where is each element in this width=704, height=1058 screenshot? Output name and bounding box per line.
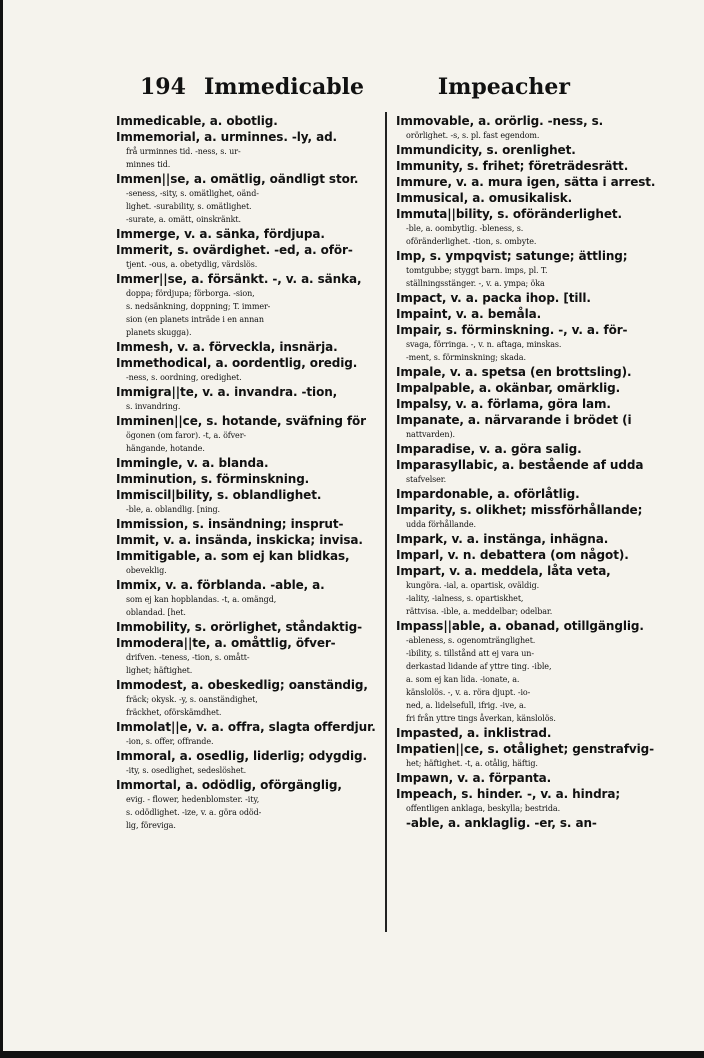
entry-headword-line: -able, a. anklaglig. -er, s. an- [406,816,597,830]
left-column [116,113,378,832]
entry-headword-line: Immundicity, s. orenlighet. [396,143,576,157]
entry-headword-line: Impeach, s. hinder. -, v. a. hindra; [396,787,621,801]
entry-headword-line: Immovable, a. orörlig. -ness, s. [396,114,604,128]
entry-headword-line: Imparadise, v. a. göra salig. [396,442,582,456]
entry-continuation-line: s. odödlighet. -ize, v. a. göra odöd- [126,808,262,817]
entry-continuation-line: het; häftighet. -t, a. otålig, häftig. [406,759,538,768]
entry-continuation-line: hängande, hotande. [126,444,205,453]
entry-continuation-line: a. som ej kan lida. -ionate, a. [406,675,520,684]
entry-headword-line: Immitigable, a. som ej kan blidkas, [116,549,350,563]
entry-headword-line: Immure, v. a. mura igen, sätta i arrest. [396,175,656,189]
entry-continuation-line: -ment, s. förminskning; skada. [406,353,526,362]
entry-headword-line: Impaint, v. a. bemåla. [396,307,542,321]
entry-headword-line: Immigra||te, v. a. invandra. -tion, [116,385,338,399]
entry-headword-line: Immuta||bility, s. oföränderlighet. [396,207,622,221]
entry-continuation-line: s. invandring. [126,402,181,411]
entry-headword-line: Impalpable, a. okänbar, omärklig. [396,381,621,395]
entry-headword-line: Impair, s. förminskning. -, v. a. för- [396,323,628,337]
entry-continuation-line: planets skugga). [126,328,192,337]
entry-continuation-line: frå urminnes tid. -ness, s. ur- [126,147,241,156]
entry-headword-line: Immer||se, a. försänkt. -, v. a. sänka, [116,272,362,286]
entry-continuation-line: -ness, s. oordning, oredighet. [126,373,242,382]
entry-continuation-line: -ble, a. oombytlig. -bleness, s. [406,224,524,233]
entry-continuation-line: -ibility, s. tillstånd att ej vara un- [406,649,534,658]
entry-headword-line: Impass||able, a. obanad, otillgänglig. [396,619,644,633]
entry-continuation-line: -surate, a. omätt, oinskränkt. [126,215,241,224]
entry-continuation-line: kungöra. -ial, a. opartisk, oväldig. [406,581,540,590]
entry-continuation-line: tomtgubbe; styggt barn. imps, pl. T. [406,266,548,275]
entry-headword-line: Immerit, s. ovärdighet. -ed, a. oför- [116,243,353,257]
entry-headword-line: Impale, v. a. spetsa (en brottsling). [396,365,632,379]
entry-continuation-line: -ity, s. osedlighet, sedeslöshet. [126,766,247,775]
entry-continuation-line: orörlighet. -s, s. pl. fast egendom. [406,131,540,140]
entry-headword-line: Impact, v. a. packa ihop. [till. [396,291,591,305]
page-header [140,74,570,110]
entry-continuation-line: drifven. -teness, -tion, s. omått- [126,653,250,662]
entry-continuation-line: offentligen anklaga, beskylla; bestrida. [406,804,561,813]
right-column [396,113,658,831]
entry-headword-line: Immen||se, a. omätlig, oändligt stor. [116,172,359,186]
entry-headword-line: Imparl, v. n. debattera (om något). [396,548,629,562]
entry-headword-line: Immit, v. a. insända, inskicka; invisa. [116,533,363,547]
entry-continuation-line: ned, a. lidelsefull, ifrig. -ive, a. [406,701,527,710]
entry-headword-line: Immix, v. a. förblanda. -able, a. [116,578,325,592]
entry-headword-line: Immunity, s. frihet; företrädesrätt. [396,159,629,173]
entry-continuation-line: ögonen (om faror). -t, a. öfver- [126,431,247,440]
entry-headword-line: Immortal, a. odödlig, oförgänglig, [116,778,342,792]
entry-continuation-line: doppa; fördjupa; förborga. -sion, [126,289,255,298]
entry-continuation-line: känslolös. -, v. a. röra djupt. -io- [406,688,531,697]
entry-headword-line: Imp, s. ympqvist; satunge; ättling; [396,249,628,263]
entry-continuation-line: evig. - flower, hedenblomster. -ity, [126,795,260,804]
entry-headword-line: Impanate, a. närvarande i brödet (i [396,413,632,427]
entry-headword-line: Immusical, a. omusikalisk. [396,191,573,205]
entry-continuation-line: fräckhet, oförskämdhet. [126,708,222,717]
entry-continuation-line: fräck; okysk. -y, s. oanständighet, [126,695,258,704]
entry-continuation-line: derkastad lidande af yttre ting. -ible, [406,662,552,671]
page-number: 194 [140,74,186,100]
entry-continuation-line: -seness, -sity, s. omätlighet, oänd- [126,189,259,198]
entry-continuation-line: rättvisa. -ible, a. meddelbar; odelbar. [406,607,553,616]
entry-continuation-line: lighet. -surability, s. omätlighet. [126,202,252,211]
entry-continuation-line: s. nedsänkning, doppning; T. immer- [126,302,271,311]
entry-headword-line: Imparity, s. olikhet; missförhållande; [396,503,643,517]
entry-continuation-line: ställningsstänger. -, v. a. ympa; öka [406,279,545,288]
entry-headword-line: Immesh, v. a. förveckla, insnärja. [116,340,338,354]
entry-continuation-line: svaga, förringa. -, v. n. aftaga, minskas. [406,340,562,349]
entry-continuation-line: -ableness, s. ogenomtränglighet. [406,636,536,645]
entry-headword-line: Impawn, v. a. förpanta. [396,771,552,785]
entry-continuation-line: sion (en planets inträde i en annan [126,315,264,324]
entry-continuation-line: -ion, s. offer, offrande. [126,737,214,746]
right-running-headword: Impeacher [437,74,570,100]
entry-continuation-line: -iality, -ialness, s. opartiskhet, [406,594,524,603]
entry-continuation-line: oföränderlighet. -tion, s. ombyte. [406,237,537,246]
entry-headword-line: Immethodical, a. oordentlig, oredig. [116,356,358,370]
entry-headword-line: Impart, v. a. meddela, låta veta, [396,564,611,578]
entry-headword-line: Immobility, s. orörlighet, ståndaktig- [116,620,362,634]
entry-continuation-line: oblandad. [het. [126,608,186,617]
entry-continuation-line: stafvelser. [406,475,447,484]
entry-headword-line: Immemorial, a. urminnes. -ly, ad. [116,130,338,144]
entry-continuation-line: tjent. -ous, a. obetydlig, värdslös. [126,260,258,269]
entry-continuation-line: lighet; häftighet. [126,666,193,675]
entry-headword-line: Impark, v. a. instänga, inhägna. [396,532,609,546]
entry-headword-line: Immission, s. insändning; insprut- [116,517,344,531]
entry-continuation-line: lig, föreviga. [126,821,176,830]
scan-border-bottom [0,1051,704,1058]
entry-continuation-line: fri från yttre tings åverkan, känslolös. [406,714,556,723]
entry-continuation-line: udda förhållande. [406,520,476,529]
scan-border-left [0,0,3,1058]
entry-continuation-line: obeveklig. [126,566,167,575]
column-divider [385,112,387,932]
entry-continuation-line: nattvarden). [406,430,455,439]
entry-headword-line: Impatien||ce, s. otålighet; genstrafvig- [396,742,655,756]
entry-headword-line: Impasted, a. inklistrad. [396,726,552,740]
entry-headword-line: Immiscil|bility, s. oblandlighet. [116,488,322,502]
entry-headword-line: Immodest, a. obeskedlig; oanständig, [116,678,368,692]
entry-continuation-line: som ej kan hopblandas. -t, a. omängd, [126,595,277,604]
entry-headword-line: Immodera||te, a. omåttlig, öfver- [116,636,336,650]
entry-headword-line: Immedicable, a. obotlig. [116,114,278,128]
entry-headword-line: Immolat||e, v. a. offra, slagta offerdjur. [116,720,376,734]
entry-headword-line: Impalsy, v. a. förlama, göra lam. [396,397,611,411]
entry-headword-line: Impardonable, a. oförlåtlig. [396,487,580,501]
left-running-headword: Immedicable [204,74,364,100]
entry-headword-line: Immingle, v. a. blanda. [116,456,269,470]
entry-continuation-line: -ble, a. oblandlig. [ning. [126,505,220,514]
entry-headword-line: Imminen||ce, s. hotande, sväfning för [116,414,367,428]
entry-headword-line: Imparasyllabic, a. bestående af udda [396,458,644,472]
entry-continuation-line: minnes tid. [126,160,171,169]
entry-headword-line: Immerge, v. a. sänka, fördjupa. [116,227,325,241]
entry-headword-line: Imminution, s. förminskning. [116,472,310,486]
entry-headword-line: Immoral, a. osedlig, liderlig; odygdig. [116,749,367,763]
